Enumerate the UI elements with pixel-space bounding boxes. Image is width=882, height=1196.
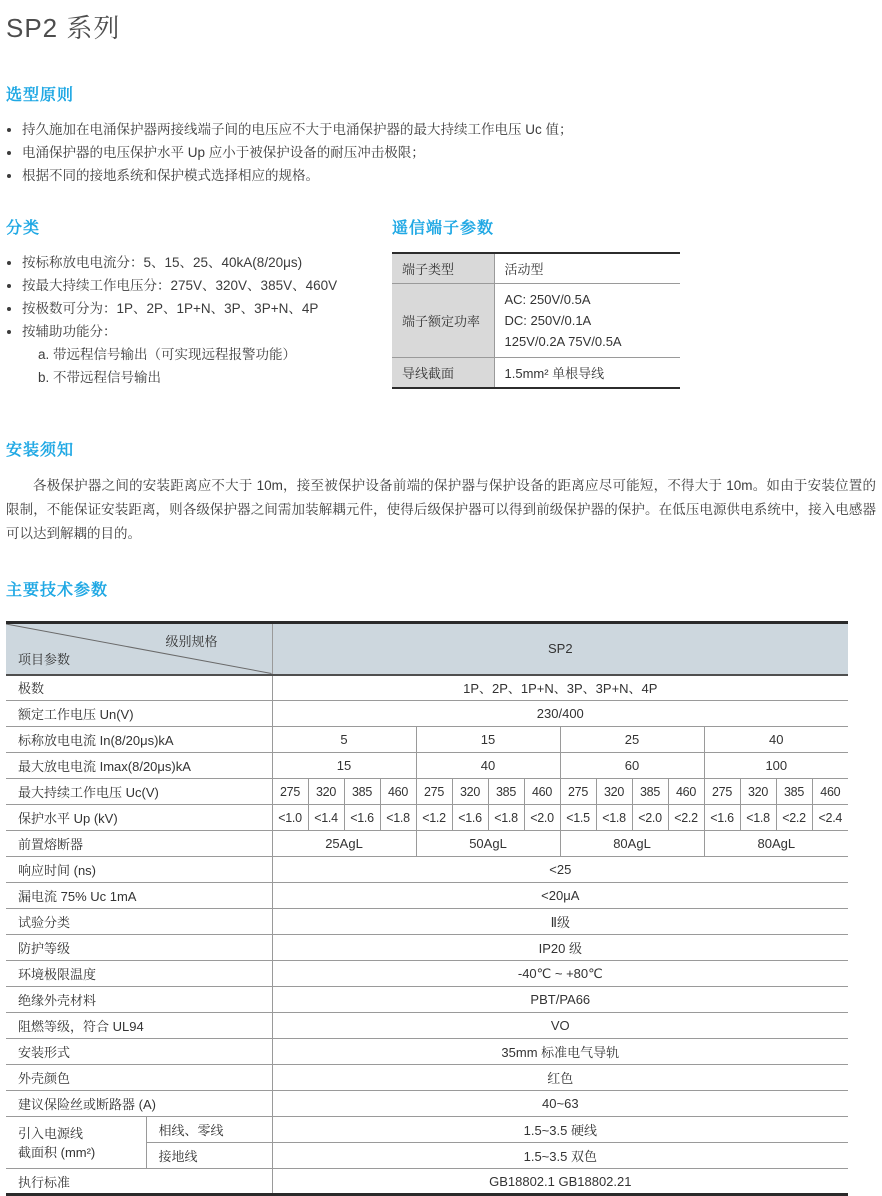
row-value: 红色 (272, 1065, 848, 1091)
row-value: 25 (560, 727, 704, 753)
row-value: 15 (272, 753, 416, 779)
row-value: IP20 级 (272, 935, 848, 961)
row-label: 标称放电电流 In(8/20μs)kA (6, 727, 272, 753)
row-value: <1.6 (704, 805, 740, 831)
row-label: 端子类型 (392, 253, 494, 284)
row-label: 建议保险丝或断路器 (A) (6, 1091, 272, 1117)
row-value: PBT/PA66 (272, 987, 848, 1013)
row-value: 275 (704, 779, 740, 805)
row-value: <1.8 (380, 805, 416, 831)
row-value: 1.5~3.5 硬线 (272, 1117, 848, 1143)
section-installation (6, 437, 876, 546)
value-line: AC: 250V/0.5A (504, 292, 591, 307)
row-value: 275 (272, 779, 308, 805)
classification-list (22, 251, 392, 343)
row-value: 80AgL (560, 831, 704, 857)
row-value: <1.8 (488, 805, 524, 831)
row-value: 460 (668, 779, 704, 805)
row-value: 385 (488, 779, 524, 805)
row-value (494, 284, 680, 358)
row-value: <2.0 (632, 805, 668, 831)
row-value: <1.5 (560, 805, 596, 831)
value-line: DC: 250V/0.1A (504, 313, 592, 328)
row-label: 额定工作电压 Un(V) (6, 701, 272, 727)
row-value: 275 (560, 779, 596, 805)
table-row (392, 284, 680, 358)
table-row (6, 1065, 848, 1091)
row-value: 5 (272, 727, 416, 753)
table-row (6, 779, 848, 805)
row-value: 320 (308, 779, 344, 805)
row-value: GB18802.1 GB18802.21 (272, 1169, 848, 1195)
table-header-row (6, 623, 848, 675)
row-label-line: 截面积 (mm²) (18, 1144, 96, 1160)
row-value: 320 (596, 779, 632, 805)
row-label: 漏电流 75% Uc 1mA (6, 883, 272, 909)
sub-item: b. 不带远程信号输出 (38, 370, 162, 385)
row-label: 外壳颜色 (6, 1065, 272, 1091)
value-line: 125V/0.2A 75V/0.5A (504, 334, 622, 349)
row-label: 极数 (6, 675, 272, 701)
row-label: 最大放电电流 Imax(8/20μs)kA (6, 753, 272, 779)
table-row (6, 857, 848, 883)
row-value: <25 (272, 857, 848, 883)
corner-top-label: 级别规格 (165, 634, 218, 649)
table-row (6, 727, 848, 753)
row-value: <1.2 (416, 805, 452, 831)
bullet-item: • 持久施加在电涌保护器两接线端子间的电压应不大于电涌保护器的最大持续工作电压 Uc 值； (22, 118, 876, 141)
row-value: 460 (812, 779, 848, 805)
row-value: <2.2 (668, 805, 704, 831)
row-value: 385 (344, 779, 380, 805)
selection-principles-list (22, 118, 876, 187)
row-value: <1.0 (272, 805, 308, 831)
row-value: 1.5mm² 单根导线 (494, 358, 680, 389)
table-row (6, 1091, 848, 1117)
bullet-item: • 按辅助功能分： (22, 320, 392, 343)
row-value: 15 (416, 727, 560, 753)
header-series-cell: SP2 (272, 623, 848, 675)
table-row (6, 1117, 848, 1143)
row-label: 安装形式 (6, 1039, 272, 1065)
row-value: 320 (740, 779, 776, 805)
row-value: <20μA (272, 883, 848, 909)
installation-heading: 安装须知 (6, 442, 75, 459)
row-label: 绝缘外壳材料 (6, 987, 272, 1013)
row-value: 385 (632, 779, 668, 805)
page-title: SP2 系列 (6, 13, 121, 43)
row-label: 保护水平 Up (kV) (6, 805, 272, 831)
section-remote-terminal (392, 215, 684, 389)
header-corner-cell (6, 623, 272, 675)
row-value: 320 (452, 779, 488, 805)
bullet-item: • 根据不同的接地系统和保护模式选择相应的规格。 (22, 164, 876, 187)
table-row (6, 805, 848, 831)
row-value: 40~63 (272, 1091, 848, 1117)
row-label: 最大持续工作电压 Uc(V) (6, 779, 272, 805)
classification-heading: 分类 (6, 220, 41, 237)
sub-row-label: 接地线 (146, 1143, 272, 1169)
row-value: 460 (380, 779, 416, 805)
row-value: <1.8 (596, 805, 632, 831)
selection-principles-heading: 选型原则 (6, 87, 75, 104)
table-row (6, 701, 848, 727)
section-selection-principles (6, 82, 876, 187)
table-row (6, 831, 848, 857)
bullet-item: • 按最大持续工作电压分：275V、320V、385V、460V (22, 274, 392, 297)
row-value: 100 (704, 753, 848, 779)
table-row (6, 909, 848, 935)
row-label: 阻燃等级，符合 UL94 (6, 1013, 272, 1039)
row-value: VO (272, 1013, 848, 1039)
table-row (6, 1039, 848, 1065)
row-value: Ⅱ级 (272, 909, 848, 935)
row-value: -40℃ ~ +80℃ (272, 961, 848, 987)
row-value: 35mm 标准电气导轨 (272, 1039, 848, 1065)
row-value: 1P、2P、1P+N、3P、3P+N、4P (272, 675, 848, 701)
row-label (6, 1117, 146, 1169)
row-label-line: 引入电源线 (18, 1125, 84, 1141)
classification-remote-row (6, 215, 876, 389)
bullet-item: • 按标称放电电流分：5、15、25、40kA(8/20μs) (22, 251, 392, 274)
sub-item: a. 带远程信号输出（可实现远程报警功能） (38, 347, 297, 362)
row-label: 响应时间 (ns) (6, 857, 272, 883)
row-value: 230/400 (272, 701, 848, 727)
remote-terminal-table (392, 252, 680, 389)
row-label: 防护等级 (6, 935, 272, 961)
row-value: <1.6 (344, 805, 380, 831)
row-label: 前置熔断器 (6, 831, 272, 857)
table-row (6, 753, 848, 779)
tech-params-heading: 主要技术参数 (6, 582, 109, 599)
row-label: 导线截面 (392, 358, 494, 389)
row-value: <2.2 (776, 805, 812, 831)
table-row (6, 935, 848, 961)
row-value: 活动型 (494, 253, 680, 284)
row-value: 50AgL (416, 831, 560, 857)
row-value: 1.5~3.5 双色 (272, 1143, 848, 1169)
row-value: 25AgL (272, 831, 416, 857)
table-row (6, 675, 848, 701)
row-value: 60 (560, 753, 704, 779)
row-value: <2.0 (524, 805, 560, 831)
row-value: 80AgL (704, 831, 848, 857)
row-label: 环境极限温度 (6, 961, 272, 987)
row-value: <1.8 (740, 805, 776, 831)
row-value: 40 (416, 753, 560, 779)
row-label: 执行标准 (6, 1169, 272, 1195)
section-classification (6, 215, 392, 389)
installation-text: 各极保护器之间的安装距离应不大于 10m，接至被保护设备前端的保护器与保护设备的距离应尽可能短，不得大于 10m。如由于安装位置的限制，不能保证安装距离，则各级保护器之间需加装解耦元件，使得后级保护器可以得到前级保护器的保护。在低压电源供电系统中，接入电感器可以达到解耦的目的。 (6, 478, 876, 541)
classification-sub-items (38, 343, 392, 389)
table-row (392, 253, 680, 284)
bullet-item: • 电涌保护器的电压保护水平 Up 应小于被保护设备的耐压冲击极限； (22, 141, 876, 164)
bullet-item: • 按极数可分为：1P、2P、1P+N、3P、3P+N、4P (22, 297, 392, 320)
table-row (6, 987, 848, 1013)
corner-bottom-label: 项目参数 (18, 651, 71, 667)
row-value: 385 (776, 779, 812, 805)
row-label: 试验分类 (6, 909, 272, 935)
row-value: 275 (416, 779, 452, 805)
remote-terminal-heading: 遥信端子参数 (392, 220, 495, 237)
sub-row-label: 相线、零线 (146, 1117, 272, 1143)
row-label: 端子额定功率 (392, 284, 494, 358)
row-value: <2.4 (812, 805, 848, 831)
row-value: <1.6 (452, 805, 488, 831)
table-row (392, 358, 680, 389)
row-value: 460 (524, 779, 560, 805)
tech-params-table (6, 621, 848, 1196)
row-value: 40 (704, 727, 848, 753)
table-row (6, 883, 848, 909)
section-tech-params (6, 577, 876, 1196)
table-row (6, 1013, 848, 1039)
table-row (6, 1169, 848, 1195)
table-row (6, 961, 848, 987)
row-value: <1.4 (308, 805, 344, 831)
